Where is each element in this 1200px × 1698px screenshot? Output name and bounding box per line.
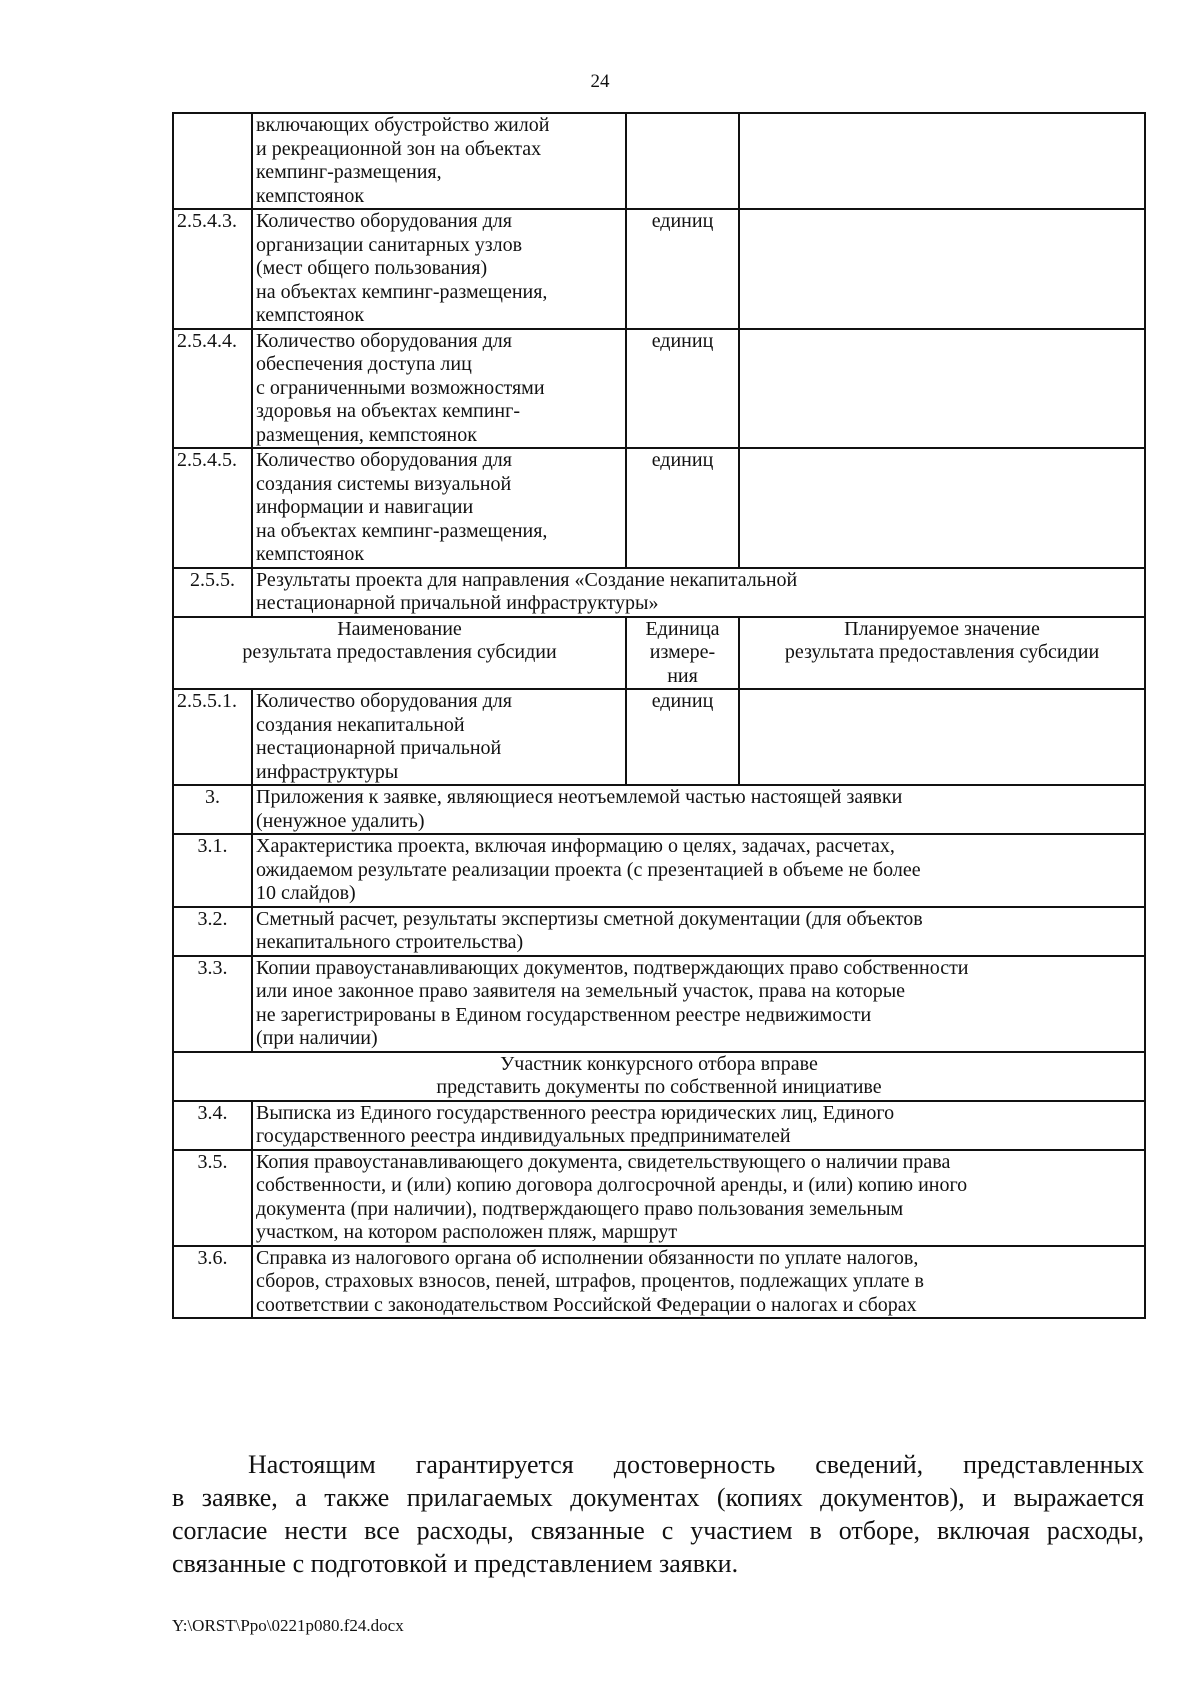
cell-line: представить документы по собственной инициативе <box>436 1076 882 1098</box>
cell-line: Приложения к заявке, являющиеся неотъемлемой частью настоящей заявки <box>256 786 903 808</box>
cell-line: документа (при наличии), подтверждающего право пользования земельным <box>256 1197 904 1220</box>
attachment-cell <box>252 1150 1145 1246</box>
cell-line: участком, на котором расположен пляж, маршрут <box>256 1221 678 1243</box>
header-line: результата предоставления субсидии <box>242 641 557 663</box>
cell-line: кемпинг-размещения, <box>256 161 442 183</box>
table-row <box>173 689 1145 785</box>
result-name-cell <box>252 113 626 209</box>
table-row <box>173 329 1145 449</box>
cell-line: (при наличии) <box>256 1027 378 1049</box>
table-row <box>173 1246 1145 1319</box>
paragraph-line: Настоящим гарантируется достоверность сведений, представленных <box>248 1450 1144 1479</box>
result-name-cell <box>252 209 626 329</box>
table-row <box>173 956 1145 1052</box>
cell-line: с ограниченными возможностями <box>256 376 545 399</box>
table-row <box>173 209 1145 329</box>
header-unit-cell <box>626 617 739 690</box>
cell-line: 10 слайдов) <box>256 882 356 904</box>
cell-line: на объектах кемпинг-размещения, <box>256 280 548 303</box>
cell-line: Копия правоустанавливающего документа, свидетельствующего о наличии права <box>256 1150 951 1173</box>
attachment-cell <box>252 956 1145 1052</box>
cell-line: здоровья на объектах кемпинг- <box>256 400 520 422</box>
table-row <box>173 834 1145 907</box>
cell-line: кемпстоянок <box>256 543 365 565</box>
table-row <box>173 1052 1145 1101</box>
row-number: 3.1. <box>173 834 252 907</box>
table-row <box>173 113 1145 209</box>
cell-line: Справка из налогового органа об исполнении обязанности по уплате налогов, <box>256 1246 919 1269</box>
row-number: 3.2. <box>173 907 252 956</box>
application-table <box>172 112 1146 1319</box>
paragraph-line: в заявке, а также прилагаемых документах (копиях документов), и выражается <box>172 1483 1144 1512</box>
row-number: 3.5. <box>173 1150 252 1246</box>
table-row <box>173 1150 1145 1246</box>
section-heading-cell <box>252 568 1145 617</box>
cell-line: Количество оборудования для <box>256 329 512 352</box>
cell-line: Результаты проекта для направления «Создание некапитальной <box>256 568 798 591</box>
cell-line: организации санитарных узлов <box>256 233 523 256</box>
cell-line: Количество оборудования для <box>256 449 512 471</box>
attachment-cell <box>252 907 1145 956</box>
cell-line: Характеристика проекта, включая информацию о целях, задачах, расчетах, <box>256 835 895 857</box>
value-cell[interactable] <box>739 113 1145 209</box>
cell-line: Выписка из Единого государственного реестра юридических лиц, Единого <box>256 1101 895 1124</box>
cell-line: ожидаемом результате реализации проекта (с презентацией в объеме не более <box>256 858 921 881</box>
header-line: Единица <box>645 617 720 640</box>
unit-cell: единиц <box>626 448 739 568</box>
guarantee-paragraph <box>172 1448 1144 1580</box>
cell-line: размещения, кемпстоянок <box>256 423 477 446</box>
row-number: 3.4. <box>173 1101 252 1150</box>
row-number: 3.3. <box>173 956 252 1052</box>
subsection-heading-cell <box>173 1052 1145 1101</box>
table-row <box>173 785 1145 834</box>
unit-cell: единиц <box>626 689 739 785</box>
cell-line: Количество оборудования для <box>256 690 512 712</box>
cell-line: информации и навигации <box>256 496 474 518</box>
table-row <box>173 448 1145 568</box>
cell-line: нестационарной причальной инфраструктуры» <box>256 592 659 614</box>
cell-line: создания системы визуальной <box>256 472 512 495</box>
cell-line: и рекреационной зон на объектах <box>256 137 542 160</box>
result-name-cell <box>252 689 626 785</box>
attachment-cell <box>252 1101 1145 1150</box>
cell-line: не зарегистрированы в Едином государственном реестре недвижимости <box>256 1003 872 1026</box>
file-path-footer: Y:\ORST\Ppo\0221p080.f24.docx <box>172 1616 404 1635</box>
header-line: измере- <box>649 641 716 663</box>
header-line: Планируемое значение <box>844 617 1040 640</box>
section-heading-cell <box>252 785 1145 834</box>
cell-line: обеспечения доступа лиц <box>256 353 472 375</box>
row-number: 2.5.4.4. <box>173 329 252 449</box>
cell-line: Количество оборудования для <box>256 210 512 232</box>
table-row <box>173 568 1145 617</box>
attachment-cell <box>252 834 1145 907</box>
cell-line: создания некапитальной <box>256 713 465 736</box>
table-header-row <box>173 617 1145 690</box>
cell-line: Сметный расчет, результаты экспертизы сметной документации (для объектов <box>256 907 923 930</box>
header-line: результата предоставления субсидии <box>784 641 1100 663</box>
row-number <box>173 113 252 209</box>
paragraph-line: согласие нести все расходы, связанные с участием в отборе, включая расходы, <box>172 1516 1144 1545</box>
row-number: 2.5.5.1. <box>173 689 252 785</box>
cell-line: нестационарной причальной <box>256 737 502 759</box>
cell-line: (ненужное удалить) <box>256 809 425 832</box>
header-value-cell <box>739 617 1145 690</box>
row-number: 3.6. <box>173 1246 252 1319</box>
row-number: 2.5.4.5. <box>173 448 252 568</box>
paragraph-line: связанные с подготовкой и представлением заявки. <box>172 1549 739 1578</box>
unit-cell <box>626 113 739 209</box>
cell-line: кемпстоянок <box>256 184 365 207</box>
result-name-cell <box>252 329 626 449</box>
value-cell[interactable] <box>739 689 1145 785</box>
value-cell[interactable] <box>739 329 1145 449</box>
cell-line: включающих обустройство жилой <box>256 114 550 136</box>
row-number: 3. <box>173 785 252 834</box>
cell-line: собственности, и (или) копию договора долгосрочной аренды, и (или) копию иного <box>256 1174 968 1196</box>
unit-cell: единиц <box>626 209 739 329</box>
header-line: Наименование <box>337 617 462 640</box>
cell-line: Участник конкурсного отбора вправе <box>500 1052 818 1075</box>
cell-line: или иное законное право заявителя на земельный участок, права на которые <box>256 980 906 1002</box>
page-number: 24 <box>590 71 610 92</box>
cell-line: (мест общего пользования) <box>256 257 488 279</box>
header-name-cell <box>173 617 626 690</box>
table-row <box>173 1101 1145 1150</box>
value-cell[interactable] <box>739 448 1145 568</box>
cell-line: сборов, страховых взносов, пеней, штрафов, процентов, подлежащих уплате в <box>256 1270 924 1292</box>
cell-line: Копии правоустанавливающих документов, подтверждающих право собственности <box>256 956 969 979</box>
row-number: 2.5.5. <box>173 568 252 617</box>
cell-line: кемпстоянок <box>256 304 365 326</box>
attachment-cell <box>252 1246 1145 1319</box>
row-number: 2.5.4.3. <box>173 209 252 329</box>
result-name-cell <box>252 448 626 568</box>
cell-line: соответствии с законодательством Российской Федерации о налогах и сборах <box>256 1293 917 1316</box>
cell-line: на объектах кемпинг-размещения, <box>256 519 548 542</box>
header-line: ния <box>667 664 698 687</box>
table-row <box>173 907 1145 956</box>
cell-line: государственного реестра индивидуальных предпринимателей <box>256 1125 791 1147</box>
cell-line: некапитального строительства) <box>256 931 524 953</box>
value-cell[interactable] <box>739 209 1145 329</box>
cell-line: инфраструктуры <box>256 760 399 783</box>
unit-cell: единиц <box>626 329 739 449</box>
